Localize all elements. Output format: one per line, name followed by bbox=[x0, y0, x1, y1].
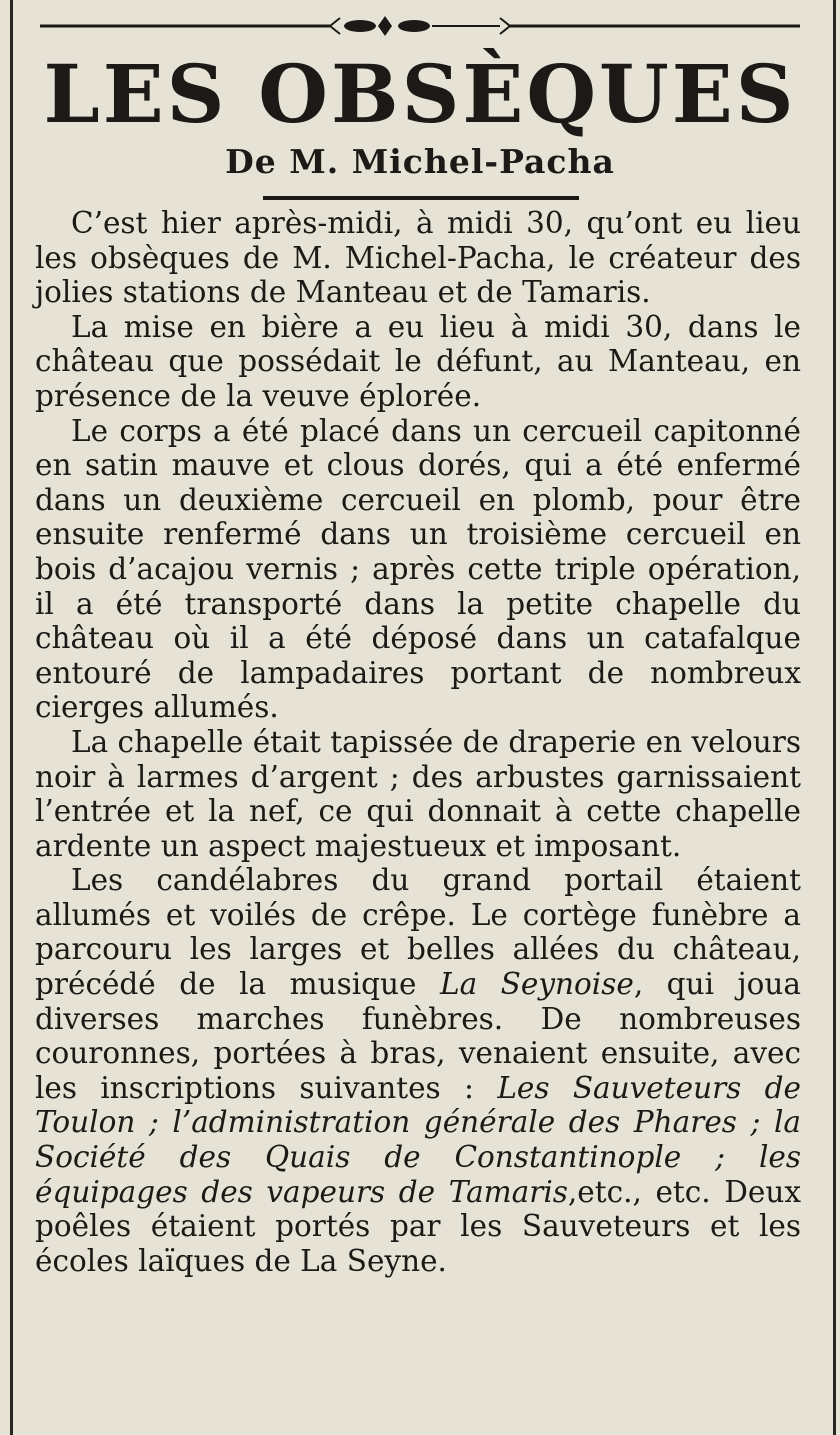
paragraph-text: Les candélabres du grand portail étaient allumés et voilés de crêpe. Le cortège funèbre a parcouru les larges et belles allées du château, précédé de la musique bbox=[35, 863, 801, 1002]
column-rule-right bbox=[833, 0, 836, 1435]
paragraph: La mise en bière a eu lieu à midi 30, dans le château que possédait le défunt, au Manteau, en présence de la veuve éplorée. bbox=[35, 309, 801, 413]
paragraph bbox=[35, 863, 801, 1278]
italic-text: La Seynoise bbox=[440, 967, 634, 1002]
paragraph-text: , qui joua diverses marches funèbres. De nombreuses couronnes, portées à bras, venaient ensuite, avec les inscriptions suivantes : bbox=[35, 967, 801, 1105]
paragraph: Le corps a été placé dans un cercueil capitonné en satin mauve et clous dorés, qui a été enfermé dans un deuxième cercueil en plomb, pour être ensuite renfermé dans un troisième cercueil en bois d’acajou vernis ; après cette triple opération, il a été transporté dans la petite chapelle du château où il a été déposé dans un catafalque entouré de lampadaires portant de nombreux cierges allumés. bbox=[35, 413, 801, 725]
ornament-divider bbox=[40, 12, 800, 40]
headline: LES OBSÈQUES bbox=[43, 47, 797, 141]
paragraph: C’est hier après-midi, à midi 30, qu’ont eu lieu les obsèques de M. Michel-Pacha, le créateur des jolies stations de Manteau et de Tamaris. bbox=[35, 206, 801, 310]
paragraph: La chapelle était tapissée de draperie en velours noir à larmes d’argent ; des arbustes garnissaient l’entrée et la nef, ce qui donnait à cette chapelle ardente un aspect majestueux et imposant. bbox=[35, 724, 802, 863]
article-body bbox=[35, 206, 801, 1278]
column-rule-left bbox=[10, 0, 13, 1435]
subheadline: De M. Michel-Pacha bbox=[225, 142, 615, 181]
paragraph-text: ,etc., etc. Deux poêles étaient portés par les Sauveteurs et les écoles laïques de La Seyne. bbox=[35, 1174, 802, 1278]
italic-text: Les Sauveteurs de Toulon ; l’administration générale des Phares ; la Société des Quais de Constantinople ; les équipages des vapeurs de Tamaris bbox=[35, 1070, 801, 1209]
title-underline-rule bbox=[263, 196, 579, 200]
